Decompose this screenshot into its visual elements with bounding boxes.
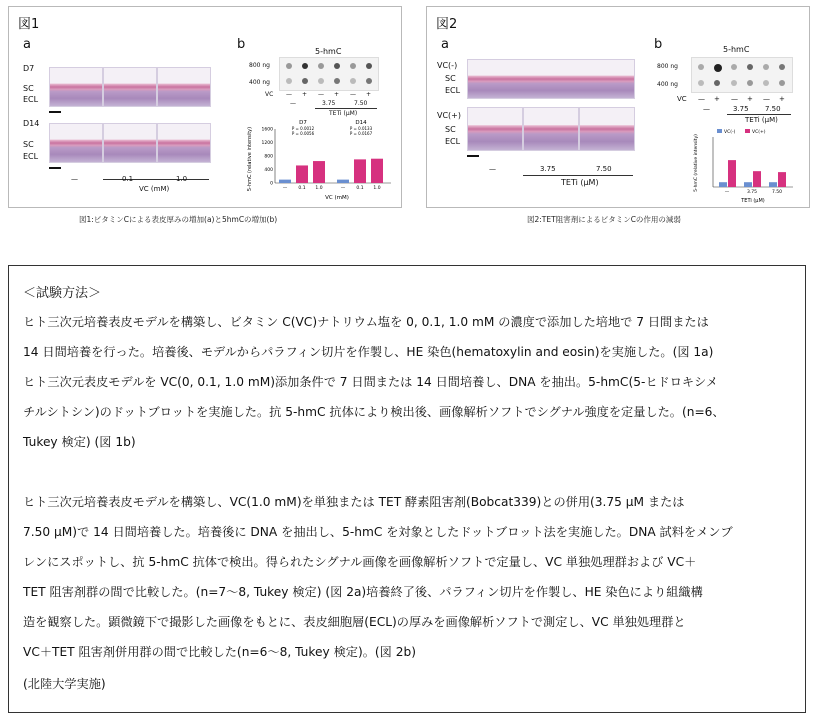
condition-label: 0.1 bbox=[122, 175, 134, 183]
blot-dot bbox=[366, 78, 372, 84]
vc-sign: — bbox=[286, 91, 292, 98]
layer-label-sc: SC bbox=[23, 84, 34, 93]
blot-dot bbox=[731, 64, 737, 70]
legend-label-vc-minus: VC(-) bbox=[724, 130, 736, 135]
blot-row-label: 800 ng bbox=[657, 63, 678, 70]
bar bbox=[728, 160, 736, 187]
histology-vc-plus-teti-7-50 bbox=[579, 107, 635, 151]
row-label-d7: D7 bbox=[23, 64, 35, 73]
dot-blot-membrane bbox=[279, 57, 379, 91]
blot-dot bbox=[302, 63, 308, 69]
figure-2-bar-chart bbox=[689, 127, 799, 205]
y-tick-label: 1600 bbox=[261, 127, 273, 133]
blot-row-label: 800 ng bbox=[249, 62, 270, 69]
vc-sign: — bbox=[698, 95, 705, 103]
histology-vc-minus bbox=[467, 59, 635, 99]
bar bbox=[296, 165, 308, 183]
condition-label: 7.50 bbox=[596, 165, 612, 173]
blot-title: 5-hmC bbox=[315, 47, 342, 56]
bar bbox=[744, 182, 752, 187]
blot-dot bbox=[714, 80, 720, 86]
p-value-label: P = 0.0167 bbox=[349, 131, 373, 136]
teti-bracket bbox=[315, 108, 377, 109]
blot-dot bbox=[350, 78, 356, 84]
vc-sign: + bbox=[779, 95, 785, 103]
blot-dot bbox=[350, 63, 356, 69]
teti-bracket bbox=[727, 114, 791, 115]
blot-dot bbox=[779, 80, 785, 86]
histology-d7-vc-1-0 bbox=[157, 67, 211, 107]
blot-dot bbox=[318, 63, 324, 69]
blot-dot bbox=[334, 78, 340, 84]
histology-d7-control bbox=[49, 67, 103, 107]
x-tick-label: 3.75 bbox=[746, 190, 758, 195]
row-label-vc-minus: VC(-) bbox=[437, 61, 458, 70]
x-axis-label: VC (mM) bbox=[325, 195, 349, 201]
histology-d7-vc-0-1 bbox=[103, 67, 157, 107]
method-heading: ＜試験方法＞ bbox=[23, 286, 102, 301]
x-tick-label: 1.0 bbox=[315, 186, 323, 191]
vc-sign: — bbox=[763, 95, 770, 103]
x-axis-label: TETi (μM) bbox=[741, 198, 765, 204]
condition-label: — bbox=[71, 175, 78, 183]
teti-value: 7.50 bbox=[354, 100, 368, 107]
dot-blot-membrane bbox=[691, 57, 793, 93]
condition-label: — bbox=[489, 165, 496, 173]
blot-dot bbox=[763, 80, 769, 86]
vc-label: VC bbox=[677, 95, 687, 103]
blot-dot bbox=[334, 63, 340, 69]
method-text-line: (北陸大学実施) bbox=[23, 677, 106, 691]
vc-sign: + bbox=[714, 95, 720, 103]
figure-2 bbox=[426, 6, 810, 224]
figure-1-bar-chart bbox=[245, 119, 395, 203]
histology-vc-plus-teti-3-75 bbox=[523, 107, 579, 151]
histology-d14-vc-1-0 bbox=[157, 123, 211, 163]
figure-2-caption: 図2:TET阻害剤によるビタミンCの作用の減弱 bbox=[527, 215, 681, 224]
x-tick-label: — bbox=[282, 186, 288, 191]
figure-1-panel-a-letter: a bbox=[23, 37, 31, 52]
teti-value: 3.75 bbox=[733, 105, 749, 113]
bar bbox=[778, 172, 786, 187]
p-value-label: P = 0.0012 bbox=[291, 126, 315, 131]
histology-d14-control bbox=[49, 123, 103, 163]
method-text-line: チルシトシン)のドットブロットを実施した。抗 5-hmC 抗体により検出後、画像解析ソフトでシグナル強度を定量した。(n=6、 bbox=[23, 405, 725, 419]
y-tick-label: 800 bbox=[264, 154, 273, 160]
y-tick-label: 0 bbox=[270, 181, 273, 187]
figure-2-panel-a-letter: a bbox=[441, 37, 449, 52]
figure-1-title: 図1 bbox=[18, 17, 40, 32]
vc-sign: — bbox=[318, 91, 324, 98]
blot-dot bbox=[286, 78, 292, 84]
histology-d14-vc-0-1 bbox=[103, 123, 157, 163]
blot-dot bbox=[731, 80, 737, 86]
layer-label-sc: SC bbox=[445, 74, 456, 83]
blot-dot bbox=[763, 64, 769, 70]
teti-axis-label: TETi (μM) bbox=[745, 116, 778, 124]
vc-sign: — bbox=[731, 95, 738, 103]
scale-bar bbox=[467, 155, 479, 157]
y-tick-label: 400 bbox=[264, 168, 273, 173]
teti-value: — bbox=[703, 105, 710, 113]
blot-dot bbox=[714, 64, 722, 72]
blot-dot bbox=[747, 80, 753, 86]
method-text-line: 14 日間培養を行った。培養後、モデルからパラフィン切片を作製し、HE 染色(hematoxylin and eosin)を実施した。(図 1a) bbox=[23, 345, 714, 359]
vc-label: VC bbox=[265, 91, 274, 98]
bar bbox=[719, 182, 727, 187]
method-text-line: レンにスポットし、抗 5-hmC 抗体で検出。得られたシグナル画像を画像解析ソフトで定量し、VC 単独処理群および VC＋ bbox=[23, 555, 697, 569]
blot-dot bbox=[366, 63, 372, 69]
histology-vc-plus-control bbox=[467, 107, 523, 151]
x-tick-label: — bbox=[724, 190, 730, 195]
teti-value: 3.75 bbox=[322, 100, 336, 107]
condition-label: 1.0 bbox=[176, 175, 188, 183]
blot-dot bbox=[747, 64, 753, 70]
blot-row-label: 400 ng bbox=[249, 79, 270, 86]
blot-dot bbox=[286, 63, 292, 69]
layer-label-ecl: ECL bbox=[23, 152, 39, 161]
y-tick-label: 1200 bbox=[261, 141, 273, 146]
condition-label: 3.75 bbox=[540, 165, 556, 173]
method-text-line: 造を観察した。顕微鏡下で撮影した画像をもとに、表皮細胞層(ECL)の厚みを画像解析ソフトで測定し、VC 単独処理群と bbox=[23, 615, 686, 629]
layer-label-sc: SC bbox=[445, 125, 456, 134]
teti-axis-label: TETi (μM) bbox=[329, 110, 358, 117]
scale-bar bbox=[49, 111, 61, 113]
figure-2-panel-b-letter: b bbox=[654, 37, 663, 52]
vc-sign: + bbox=[302, 91, 308, 98]
vc-sign: + bbox=[747, 95, 753, 103]
bar bbox=[279, 180, 291, 183]
bar bbox=[371, 159, 383, 183]
legend-swatch-vc-minus bbox=[717, 129, 722, 133]
method-text-line: ヒト三次元表皮モデルを VC(0, 0.1, 1.0 mM)添加条件で 7 日間または 14 日間培養し、DNA を抽出。5-hmC(5-ヒドロキシメ bbox=[23, 375, 718, 389]
layer-label-ecl: ECL bbox=[23, 95, 39, 104]
x-tick-label: 1.0 bbox=[373, 186, 381, 191]
method-text-line: 7.50 μM)で 14 日間培養した。培養後に DNA を抽出し、5-hmC を対象としたドットブロット法を実施した。DNA 試料をメンブ bbox=[23, 525, 733, 539]
x-tick-label: 7.50 bbox=[771, 190, 783, 195]
method-text-line: ヒト三次元培養表皮モデルを構築し、VC(1.0 mM)を単独または TET 酵素阻害剤(Bobcat339)との併用(3.75 μM または bbox=[23, 495, 685, 509]
bar bbox=[337, 180, 349, 183]
x-tick-label: 0.1 bbox=[356, 186, 364, 191]
layer-label-ecl: ECL bbox=[445, 137, 461, 146]
y-axis-label: 5-hmC (relative intensity) bbox=[694, 134, 699, 192]
vc-sign: + bbox=[366, 91, 372, 98]
chart-title: D14 bbox=[355, 120, 367, 126]
scale-bar bbox=[49, 167, 61, 169]
method-text-line: ヒト三次元培養表皮モデルを構築し、ビタミン C(VC)ナトリウム塩を 0, 0.1, 1.0 mM の濃度で添加した培地で 7 日間または bbox=[23, 315, 709, 329]
condition-bracket bbox=[523, 175, 633, 176]
figure-1-panel-b-letter: b bbox=[237, 37, 246, 52]
figure-1 bbox=[8, 6, 402, 224]
legend-label-vc-plus: VC(+) bbox=[752, 130, 766, 135]
legend-swatch-vc-plus bbox=[745, 129, 750, 133]
p-value-label: P = 0.0133 bbox=[349, 126, 373, 131]
figure-1-caption: 図1:ビタミンCによる表皮厚みの増加(a)と5hmCの増加(b) bbox=[79, 215, 278, 224]
method-text-line: VC＋TET 阻害剤併用群の間で比較した(n=6～8, Tukey 検定)。(図 2b) bbox=[23, 645, 416, 659]
bar bbox=[769, 182, 777, 187]
blot-title: 5-hmC bbox=[723, 45, 750, 54]
bar bbox=[753, 171, 761, 187]
teti-value: — bbox=[290, 100, 296, 107]
layer-label-ecl: ECL bbox=[445, 86, 461, 95]
teti-value: 7.50 bbox=[765, 105, 781, 113]
row-label-vc-plus: VC(+) bbox=[437, 111, 462, 120]
chart-title: D7 bbox=[299, 120, 307, 126]
p-value-label: P = 0.0056 bbox=[291, 131, 315, 136]
bar bbox=[313, 161, 325, 183]
bar bbox=[354, 159, 366, 183]
method-box bbox=[8, 265, 806, 713]
blot-dot bbox=[302, 78, 308, 84]
x-tick-label: 0.1 bbox=[298, 186, 306, 191]
x-tick-label: — bbox=[340, 186, 346, 191]
condition-bracket bbox=[103, 179, 209, 180]
vc-sign: — bbox=[350, 91, 356, 98]
vc-sign: + bbox=[334, 91, 340, 98]
method-text-line: Tukey 検定) (図 1b) bbox=[23, 435, 136, 449]
method-text-line: TET 阻害剤群の間で比較した。(n=7～8, Tukey 検定) (図 2a)培養終了後、パラフィン切片を作製し、HE 染色により組織構 bbox=[23, 585, 703, 599]
blot-dot bbox=[779, 64, 785, 70]
blot-row-label: 400 ng bbox=[657, 81, 678, 88]
figure-2-title: 図2 bbox=[436, 17, 458, 32]
condition-axis-label: VC (mM) bbox=[139, 185, 170, 193]
blot-dot bbox=[318, 78, 324, 84]
y-axis-label: 5-hmC (relative intensity) bbox=[247, 126, 253, 192]
blot-dot bbox=[698, 64, 704, 70]
layer-label-sc: SC bbox=[23, 140, 34, 149]
condition-axis-label: TETi (μM) bbox=[561, 178, 599, 187]
row-label-d14: D14 bbox=[23, 119, 40, 128]
blot-dot bbox=[698, 80, 704, 86]
